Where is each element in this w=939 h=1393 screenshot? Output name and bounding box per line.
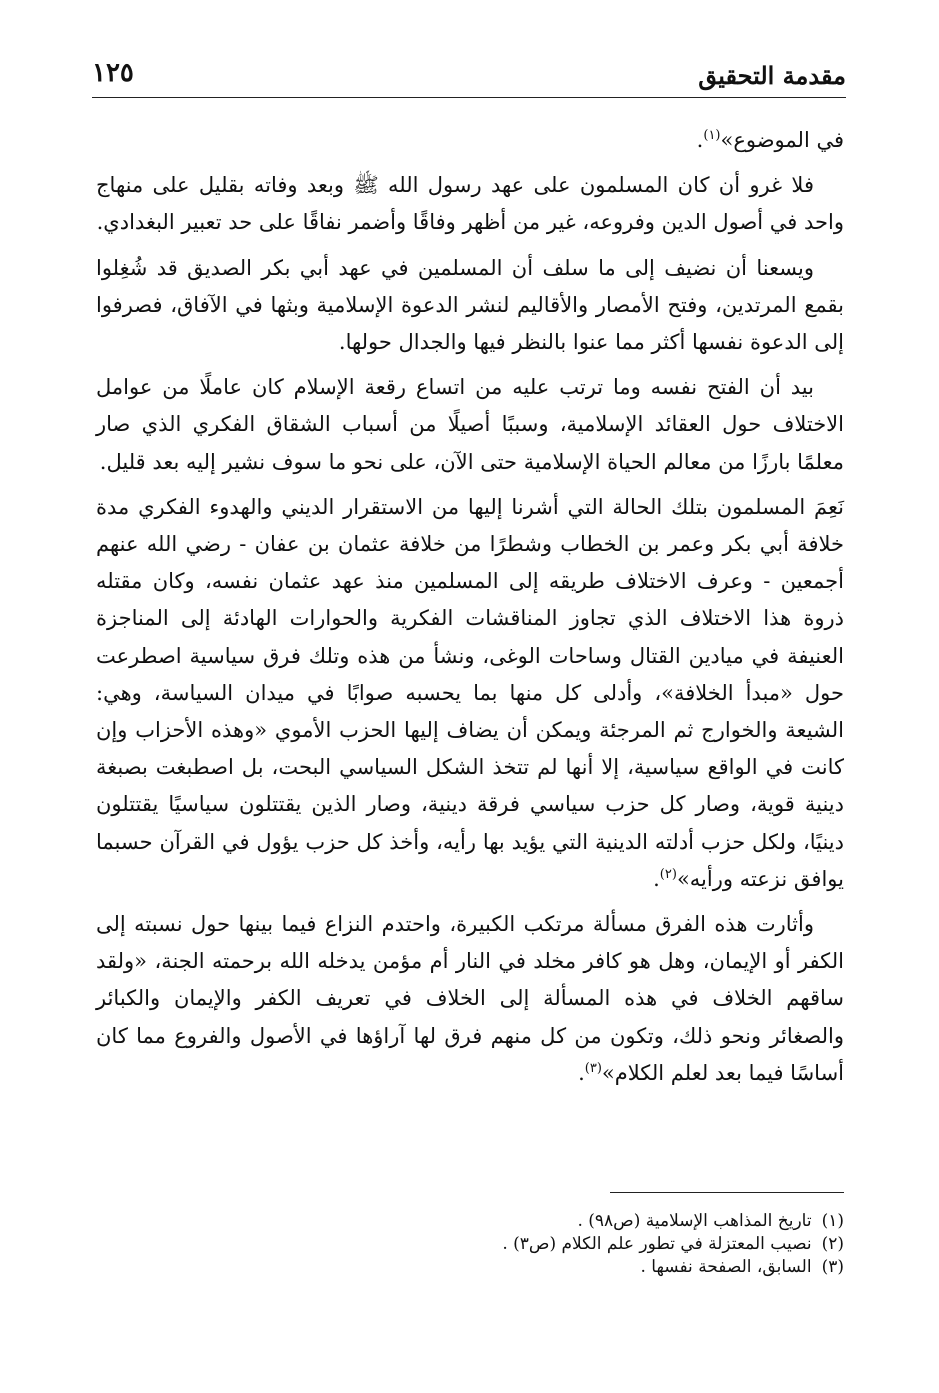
paragraph	[96, 369, 844, 481]
footnote-text: السابق، الصفحة نفسها .	[640, 1257, 812, 1277]
footnote-rule	[610, 1192, 844, 1193]
paragraph-text: بيد أن الفتح نفسه وما ترتب عليه من اتساع رقعة الإسلام كان عاملًا من عوامل الاختلاف حول العقائد الإسلامية، وسببًا أصيلًا من أسباب الشقاق الفكري الذي صار معلمًا بارزًا من معالم الحياة الإسلامية حتى الآن، على نحو ما سوف نشير إليه بعد قليل.	[96, 375, 844, 474]
paragraph	[96, 167, 844, 241]
footnote-reference: (١)	[703, 128, 721, 143]
footnote-number: (٣)	[821, 1257, 844, 1277]
paragraph-text: فلا غرو أن كان المسلمون على عهد رسول الله ﷺ وبعد وفاته بقليل على منهاج واحد في أصول الدين وفروعه، غير من أظهر وفاقًا وأضمر نفاقًا على حد تعبير البغدادي.	[96, 173, 844, 235]
body-text	[96, 122, 844, 1100]
paragraph-text: وأثارت هذه الفرق مسألة مرتكب الكبيرة، واحتدم النزاع فيما بينها حول نسبته إلى الكفر أو الإيمان، وهل هو كافر مخلد في النار أم مؤمن يدخله الله برحمته الجنة، «ولقد ساقهم الخلاف في هذه المسألة إلى الخلاف في تعريف الكفر والإيمان والكبائر والصغائر ونحو ذلك، وتكون من كل منهم فرق لها آراؤها في الأصول والفروع مما كان أساسًا فيما بعد لعلم الكلام»	[96, 912, 844, 1085]
footnote	[344, 1210, 844, 1233]
footnote	[344, 1233, 844, 1256]
paragraph	[96, 250, 844, 362]
paragraph-tail: .	[696, 128, 704, 152]
footnote-number: (٢)	[821, 1234, 844, 1254]
header-rule	[92, 97, 846, 98]
paragraph	[96, 489, 844, 898]
paragraph	[96, 906, 844, 1092]
paragraph	[96, 122, 844, 159]
footnote-text: نصيب المعتزلة في تطور علم الكلام (ص٣) .	[502, 1234, 812, 1254]
paragraph-text: في الموضوع»	[720, 128, 844, 152]
header-title: مقدمة التحقيق	[698, 61, 846, 90]
footnote-reference: (٣)	[584, 1060, 602, 1076]
footnote	[344, 1256, 844, 1279]
paragraph-text: نَعِمَ المسلمون بتلك الحالة التي أشرنا إليها من الاستقرار الديني والهدوء الفكري مدة خلافة أبي بكر وعمر بن الخطاب وشطرًا من خلافة عثمان بن عفان - رضي الله عنهم أجمعين - وعرف الاختلاف طريقه إلى المسلمين منذ عهد عثمان نفسه، وكان مقتله ذروة هذا الاختلاف الذي تجاوز المناقشات الفكرية والحوارات الهادئة إلى المناجزة العنيفة في ميادين القتال وساحات الوغى، ونشأ من هذه وتلك فرق سياسية اصطرعت حول «مبدأ الخلافة»، وأدلى كل منها بما يحسبه صوابًا في ميدان السياسة، وهي: الشيعة والخوارج ثم المرجئة ويمكن أن يضاف إليها الحزب الأموي «وهذه الأحزاب وإن كانت في الواقع سياسية، إلا أنها لم تتخذ الشكل السياسي البحت، بل اصطبغت بصبغة دينية قوية، وصار كل حزب سياسي فرقة دينية، وصار الذين يقتتلون سياسيًا يقتتلون دينيًا، ولكل حزب أدلته الدينية التي يؤيد بها رأيه، وأخذ كل حزب يؤول في القرآن حسبما يوافق نزعته ورأيه»	[96, 494, 844, 891]
footnote-reference: (٢)	[659, 866, 677, 882]
footnotes	[344, 1210, 844, 1279]
page-number: ١٢٥	[92, 58, 134, 88]
paragraph-text: ويسعنا أن نضيف إلى ما سلف أن المسلمين في عهد أبي بكر الصديق قد شُغِلوا بقمع المرتدين، وفتح الأمصار والأقاليم لنشر الدعوة الإسلامية وبثها في الآفاق، فصرفوا إلى الدعوة نفسها أكثر مما عنوا بالنظر فيها والجدال حولها.	[96, 255, 844, 355]
running-header	[92, 54, 846, 98]
paragraph-tail: .	[578, 1060, 585, 1085]
footnote-number: (١)	[821, 1211, 844, 1231]
footnote-text: تاريخ المذاهب الإسلامية (ص٩٨) .	[577, 1211, 812, 1231]
paragraph-tail: .	[653, 866, 660, 891]
